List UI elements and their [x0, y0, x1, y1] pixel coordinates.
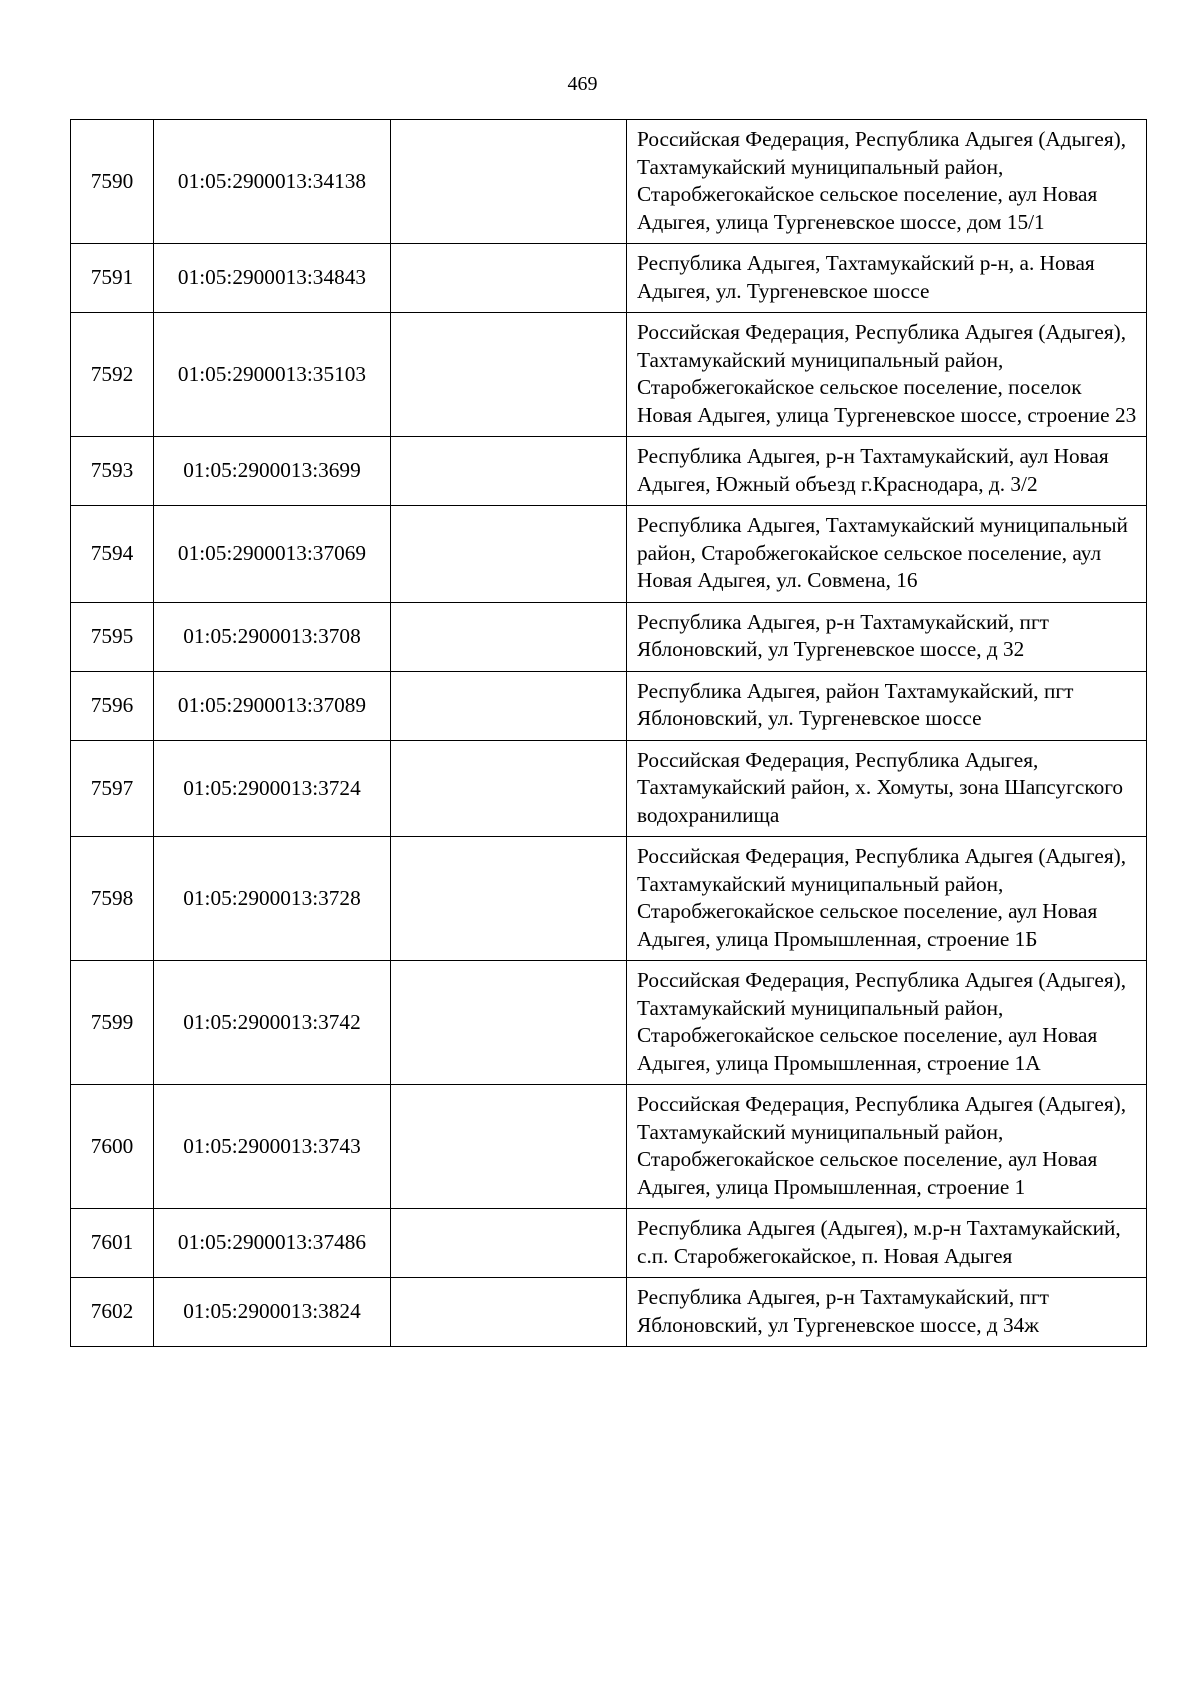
row-number-cell: 7591	[71, 244, 154, 313]
address-cell: Российская Федерация, Республика Адыгея (Адыгея), Тахтамукайский муниципальный район, Старобжегокайское сельское поселение, аул Новая Адыгея, улица Промышленная, строение 1А	[627, 961, 1147, 1085]
cadastral-number-cell: 01:05:2900013:35103	[154, 313, 391, 437]
cadastral-number-cell: 01:05:2900013:3824	[154, 1278, 391, 1347]
cadastral-number-cell: 01:05:2900013:34843	[154, 244, 391, 313]
empty-cell	[391, 437, 627, 506]
address-cell: Российская Федерация, Республика Адыгея (Адыгея), Тахтамукайский муниципальный район, Старобжегокайское сельское поселение, поселок Новая Адыгея, улица Тургеневское шоссе, строение 23	[627, 313, 1147, 437]
cadastral-number-cell: 01:05:2900013:34138	[154, 120, 391, 244]
row-number-cell: 7600	[71, 1085, 154, 1209]
table-row	[71, 244, 1147, 313]
table-row	[71, 1278, 1147, 1347]
cadastral-number-cell: 01:05:2900013:3743	[154, 1085, 391, 1209]
table-row	[71, 120, 1147, 244]
address-cell: Российская Федерация, Республика Адыгея (Адыгея), Тахтамукайский муниципальный район, Старобжегокайское сельское поселение, аул Новая Адыгея, улица Промышленная, строение 1	[627, 1085, 1147, 1209]
table-row	[71, 506, 1147, 603]
registry-table	[70, 119, 1147, 1347]
cadastral-number-cell: 01:05:2900013:3728	[154, 837, 391, 961]
table-row	[71, 961, 1147, 1085]
empty-cell	[391, 602, 627, 671]
empty-cell	[391, 1278, 627, 1347]
table-row	[71, 313, 1147, 437]
address-cell: Российская Федерация, Республика Адыгея, Тахтамукайский район, х. Хомуты, зона Шапсугского водохранилища	[627, 740, 1147, 837]
cadastral-number-cell: 01:05:2900013:3699	[154, 437, 391, 506]
empty-cell	[391, 506, 627, 603]
address-cell: Республика Адыгея, р-н Тахтамукайский, пгт Яблоновский, ул Тургеневское шоссе, д 34ж	[627, 1278, 1147, 1347]
address-cell: Республика Адыгея, р-н Тахтамукайский, аул Новая Адыгея, Южный объезд г.Краснодара, д. 3/2	[627, 437, 1147, 506]
cadastral-number-cell: 01:05:2900013:37486	[154, 1209, 391, 1278]
table-row	[71, 437, 1147, 506]
row-number-cell: 7599	[71, 961, 154, 1085]
cadastral-number-cell: 01:05:2900013:37069	[154, 506, 391, 603]
table-row	[71, 602, 1147, 671]
row-number-cell: 7590	[71, 120, 154, 244]
row-number-cell: 7595	[71, 602, 154, 671]
row-number-cell: 7593	[71, 437, 154, 506]
empty-cell	[391, 1085, 627, 1209]
row-number-cell: 7597	[71, 740, 154, 837]
registry-table-body	[71, 120, 1147, 1347]
empty-cell	[391, 120, 627, 244]
address-cell: Российская Федерация, Республика Адыгея (Адыгея), Тахтамукайский муниципальный район, Старобжегокайское сельское поселение, аул Новая Адыгея, улица Промышленная, строение 1Б	[627, 837, 1147, 961]
table-row	[71, 837, 1147, 961]
row-number-cell: 7598	[71, 837, 154, 961]
empty-cell	[391, 244, 627, 313]
table-row	[71, 1209, 1147, 1278]
row-number-cell: 7596	[71, 671, 154, 740]
address-cell: Республика Адыгея, р-н Тахтамукайский, пгт Яблоновский, ул Тургеневское шоссе, д 32	[627, 602, 1147, 671]
address-cell: Республика Адыгея, Тахтамукайский муниципальный район, Старобжегокайское сельское поселение, аул Новая Адыгея, ул. Совмена, 16	[627, 506, 1147, 603]
empty-cell	[391, 1209, 627, 1278]
cadastral-number-cell: 01:05:2900013:3708	[154, 602, 391, 671]
cadastral-number-cell: 01:05:2900013:37089	[154, 671, 391, 740]
address-cell: Республика Адыгея, район Тахтамукайский, пгт Яблоновский, ул. Тургеневское шоссе	[627, 671, 1147, 740]
address-cell: Республика Адыгея, Тахтамукайский р-н, а. Новая Адыгея, ул. Тургеневское шоссе	[627, 244, 1147, 313]
empty-cell	[391, 837, 627, 961]
address-cell: Республика Адыгея (Адыгея), м.р-н Тахтамукайский, с.п. Старобжегокайское, п. Новая Адыгея	[627, 1209, 1147, 1278]
page-number: 469	[567, 73, 598, 95]
empty-cell	[391, 961, 627, 1085]
table-row	[71, 671, 1147, 740]
cadastral-number-cell: 01:05:2900013:3724	[154, 740, 391, 837]
empty-cell	[391, 740, 627, 837]
row-number-cell: 7592	[71, 313, 154, 437]
row-number-cell: 7601	[71, 1209, 154, 1278]
empty-cell	[391, 671, 627, 740]
empty-cell	[391, 313, 627, 437]
row-number-cell: 7594	[71, 506, 154, 603]
table-row	[71, 1085, 1147, 1209]
row-number-cell: 7602	[71, 1278, 154, 1347]
address-cell: Российская Федерация, Республика Адыгея (Адыгея), Тахтамукайский муниципальный район, Старобжегокайское сельское поселение, аул Новая Адыгея, улица Тургеневское шоссе, дом 15/1	[627, 120, 1147, 244]
cadastral-number-cell: 01:05:2900013:3742	[154, 961, 391, 1085]
table-row	[71, 740, 1147, 837]
